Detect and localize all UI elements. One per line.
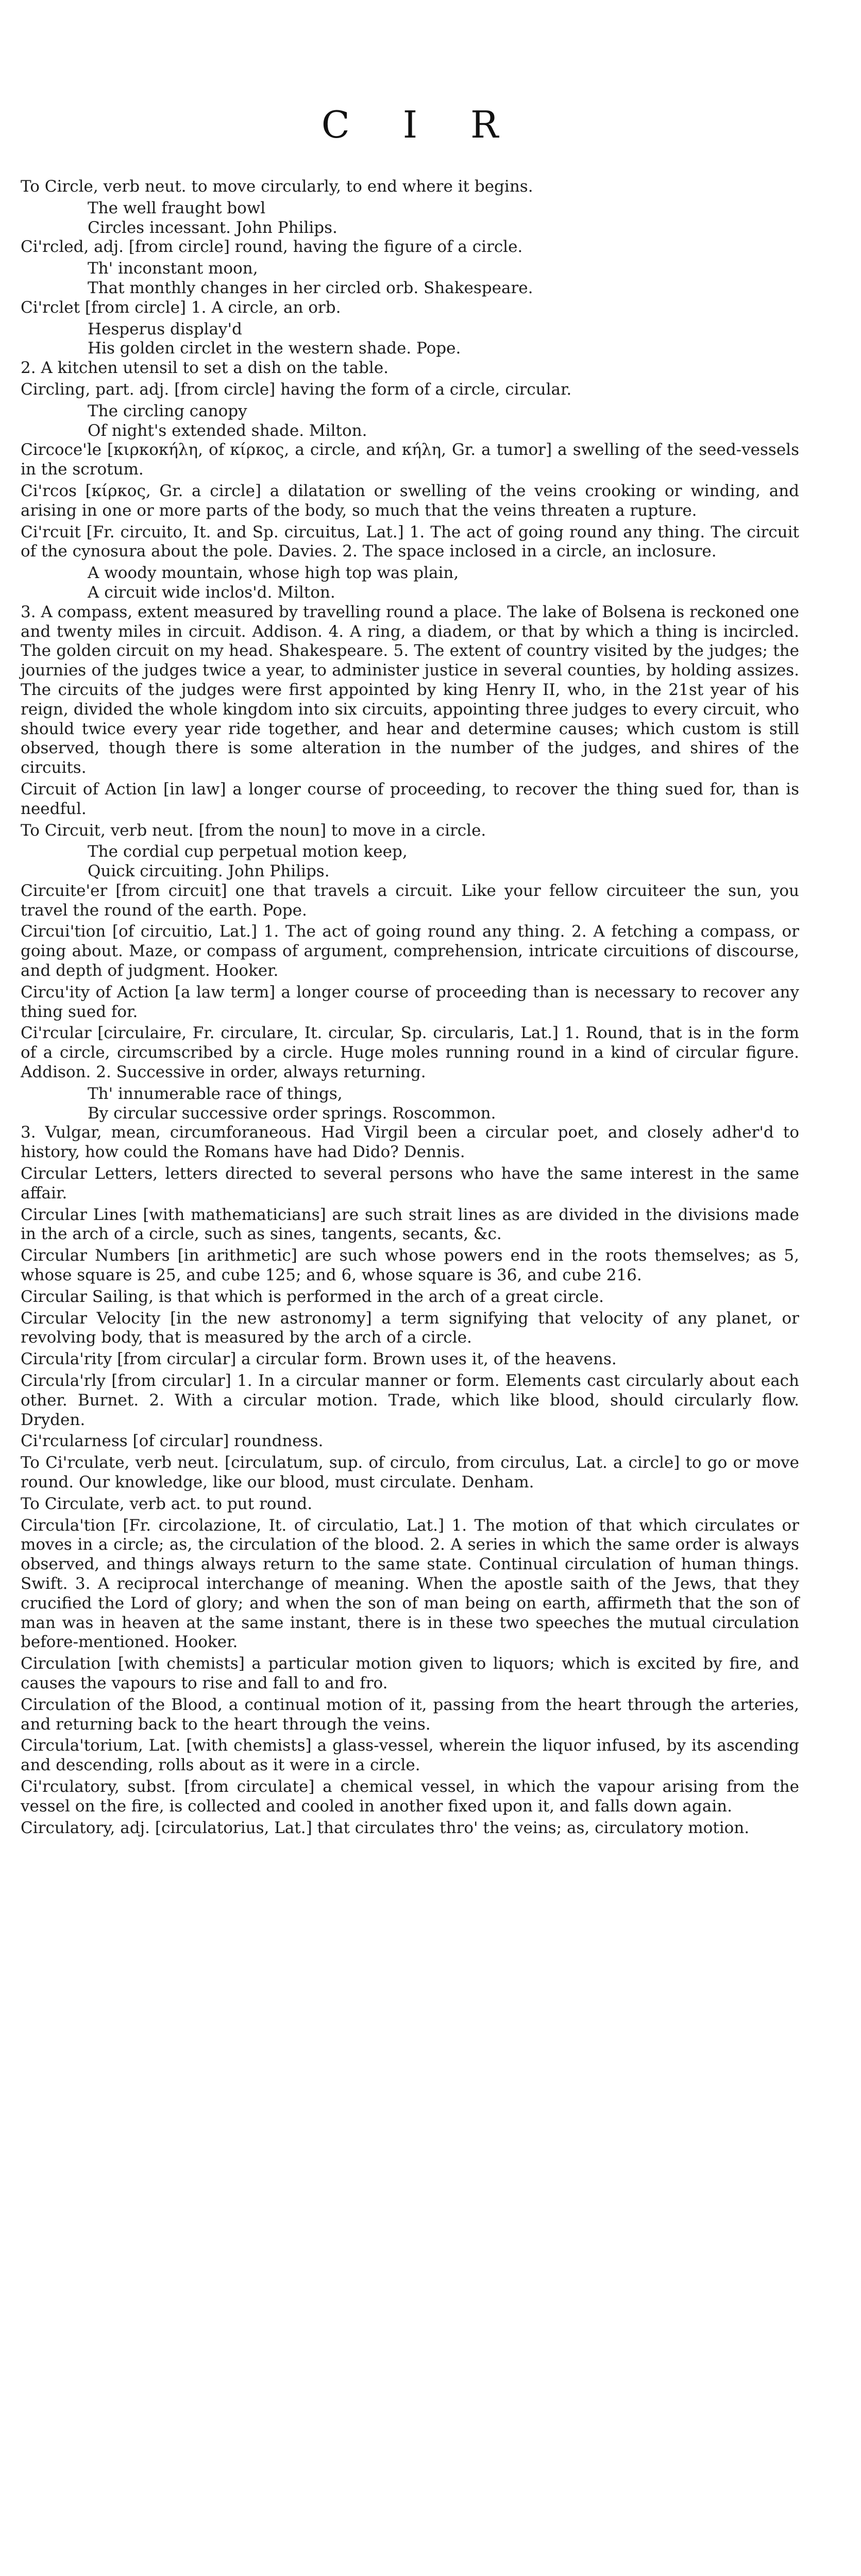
- dictionary-entry: Circuit of Action [in law] a longer course of proceeding, to recover the thing sued for, than is needful.: [21, 779, 799, 818]
- dictionary-entry: Circu'ity of Action [a law term] a longer course of proceeding than is necessary to recover any thing sued for.: [21, 982, 799, 1021]
- quotation-line: The cordial cup perpetual motion keep,: [88, 842, 408, 861]
- dictionary-entry: To Circuit, verb neut. [from the noun] to move in a circle.: [21, 821, 486, 840]
- dictionary-entry: 2. A kitchen utensil to set a dish on the table.: [21, 359, 389, 378]
- dictionary-entry: Circular Lines [with mathematicians] are such strait lines as are divided in the divisions made in the arch of a circle, such as sines, tangents, secants, &c.: [21, 1205, 799, 1244]
- dictionary-entry: Circling, part. adj. [from circle] having the form of a circle, circular.: [21, 380, 572, 399]
- quotation-block: [21, 564, 799, 603]
- dictionary-entry: Circulation of the Blood, a continual motion of it, passing from the heart through the arteries, and returning back to the heart through the veins.: [21, 1695, 799, 1734]
- quotation-block: [21, 259, 799, 298]
- dictionary-entry: Circula'rity [from circular] a circular form. Brown uses it, of the heavens.: [21, 1350, 617, 1369]
- quotation-block: [21, 842, 799, 882]
- dictionary-entry: Circulation [with chemists] a particular motion given to liquors; which is excited by fire, and causes the vapours to rise and fall to and fro.: [21, 1654, 799, 1692]
- dictionary-entry: Ci'rcuit [Fr. circuito, It. and Sp. circuitus, Lat.] 1. The act of going round any thing. The circuit of the cynosura about the pole. Davies. 2. The space inclosed in a circle, an inclosure.: [21, 522, 799, 561]
- dictionary-entry: Circulatory, adj. [circulatorius, Lat.] that circulates thro' the veins; as, circulatory motion.: [21, 1818, 750, 1837]
- quotation-block: [21, 199, 799, 238]
- entry-list: [21, 177, 799, 1838]
- dictionary-entry: Ci'rcos [κίρκος, Gr. a circle] a dilatation or swelling of the veins crooking or winding, and arising in one or more parts of the body, so much that the veins threaten a rupture.: [21, 481, 799, 520]
- dictionary-entry: Ci'rculatory, subst. [from circulate] a chemical vessel, in which the vapour arising from the vessel on the fire, is collected and cooled in another fixed upon it, and falls down again.: [21, 1777, 799, 1816]
- quotation-line: Hesperus display'd: [88, 319, 242, 338]
- dictionary-entry: To Circulate, verb act. to put round.: [21, 1494, 313, 1513]
- quotation-line: His golden circlet in the western shade. Pope.: [88, 339, 461, 358]
- quotation-line: A circuit wide inclos'd. Milton.: [88, 583, 335, 602]
- dictionary-entry: Circula'rly [from circular] 1. In a circular manner or form. Elements cast circularly about each other. Burnet. 2. With a circular motion. Trade, which like blood, should circularly flow. Dryden.: [21, 1371, 799, 1429]
- dictionary-entry: 3. Vulgar, mean, circumforaneous. Had Virgil been a circular poet, and closely adher'd to history, how could the Romans have had Dido? Dennis.: [21, 1123, 799, 1162]
- dictionary-entry: Circular Velocity [in the new astronomy] a term signifying that velocity of any planet, or revolving body, that is measured by the arch of a circle.: [21, 1309, 799, 1347]
- dictionary-entry: Circoce'le [κιρκοκήλη, of κίρκος, a circle, and κήλη, Gr. a tumor] a swelling of the seed-vessels in the scrotum.: [21, 440, 799, 479]
- dictionary-entry: Ci'rcularness [of circular] roundness.: [21, 1432, 324, 1451]
- quotation-line: Th' inconstant moon,: [88, 259, 258, 278]
- dictionary-entry: 3. A compass, extent measured by travelling round a place. The lake of Bolsena is reckoned one and twenty miles in circuit. Addison. 4. A ring, a diadem, or that by which a thing is incircled. The golden circuit on my head. Shakespeare. 5. The extent of country visited by the judges; the journies of the judges twice a year, to administer justice in several counties, by holding assizes. The circuits of the judges were first appointed by king Henry II, who, in the 21st year of his reign, divided the whole kingdom into six circuits, appointing three judges to every circuit, who should twice every year ride together, and hear and determine causes; which custom is still observed, though there is some alteration in the number of the judges, and shires of the circuits.: [21, 602, 799, 777]
- quotation-line: The circling canopy: [88, 401, 247, 420]
- quotation-block: [21, 320, 799, 359]
- dictionary-entry: Circuite'er [from circuit] one that travels a circuit. Like your fellow circuiteer the sun, you travel the round of the earth. Pope.: [21, 881, 799, 920]
- dictionary-entry: Circui'tion [of circuitio, Lat.] 1. The act of going round any thing. 2. A fetching a compass, or going about. Maze, or compass of argument, comprehension, intricate circuitions of discourse, and depth of judgment. Hooker.: [21, 922, 799, 980]
- dictionary-entry: Circula'torium, Lat. [with chemists] a glass-vessel, wherein the liquor infused, by its ascending and descending, rolls about as it were in a circle.: [21, 1736, 799, 1775]
- quotation-line: That monthly changes in her circled orb. Shakespeare.: [88, 278, 533, 297]
- dictionary-entry: Circular Letters, letters directed to several persons who have the same interest in the same affair.: [21, 1164, 799, 1202]
- quotation-line: Th' innumerable race of things,: [88, 1084, 343, 1103]
- dictionary-entry: Circula'tion [Fr. circolazione, It. of circulatio, Lat.] 1. The motion of that which circulates or moves in a circle; as, the circulation of the blood. 2. A series in which the same order is always observed, and things always return to the same state. Continual circulation of human things. Swift. 3. A reciprocal interchange of meaning. When the apostle saith of the Jews, that they crucified the Lord of glory; and when the son of man being on earth, affirmeth that the son of man was in heaven at the same instant, there is in these two speeches the mutual circulation before-mentioned. Hooker.: [21, 1516, 799, 1652]
- quotation-line: Circles incessant. John Philips.: [88, 218, 337, 237]
- dictionary-entry: To Circle, verb neut. to move circularly, to end where it begins.: [21, 177, 533, 196]
- dictionary-entry: Circular Numbers [in arithmetic] are such whose powers end in the roots themselves; as 5, whose square is 25, and cube 125; and 6, whose square is 36, and cube 216.: [21, 1246, 799, 1285]
- dictionary-entry: Ci'rclet [from circle] 1. A circle, an orb.: [21, 298, 341, 317]
- quotation-line: A woody mountain, whose high top was plain,: [88, 564, 459, 583]
- quotation-block: [21, 1084, 799, 1124]
- quotation-line: Quick circuiting. John Philips.: [88, 862, 330, 881]
- quotation-block: [21, 402, 799, 441]
- dictionary-entry: Circular Sailing, is that which is performed in the arch of a great circle.: [21, 1287, 604, 1306]
- dictionary-entry: Ci'rcled, adj. [from circle] round, having the figure of a circle.: [21, 238, 523, 257]
- quotation-line: By circular successive order springs. Roscommon.: [88, 1104, 496, 1123]
- dictionary-entry: To Ci'rculate, verb neut. [circulatum, sup. of circulo, from circulus, Lat. a circle] to go or move round. Our knowledge, like our blood, must circulate. Denham.: [21, 1453, 799, 1492]
- quotation-line: The well fraught bowl: [88, 198, 266, 217]
- dictionary-entry: Ci'rcular [circulaire, Fr. circulare, It. circular, Sp. circularis, Lat.] 1. Round, that is in the form of a circle, circumscribed by a circle. Huge moles running round in a kind of circular figure. Addison. 2. Successive in order, always returning.: [21, 1024, 799, 1082]
- quotation-line: Of night's extended shade. Milton.: [88, 421, 367, 440]
- page-title: C I R: [321, 103, 519, 146]
